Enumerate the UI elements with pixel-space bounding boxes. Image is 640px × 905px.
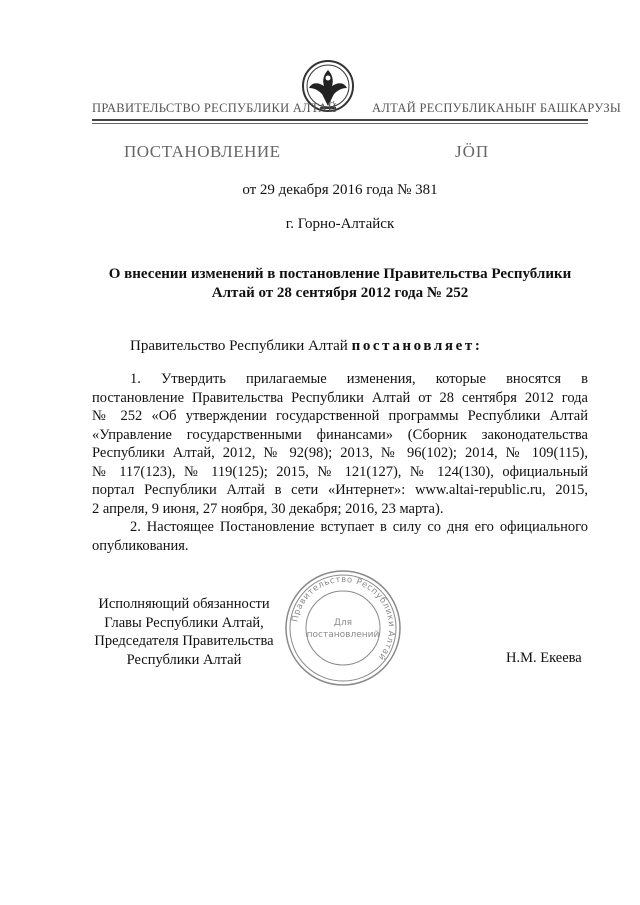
body-line: 2 апреля, 9 июня, 27 ноября, 30 декабря; 2016, 23 марта). bbox=[92, 500, 444, 517]
body-line: портал Республики Алтай в сети «Интернет»: www.altai-republic.ru, 2015, bbox=[92, 482, 588, 498]
body-line: 2. Настоящее Постановление вступает в силу со дня его официального bbox=[130, 519, 588, 535]
signatory-name: Н.М. Екеева bbox=[506, 650, 582, 666]
header-altai-government-name: АЛТАЙ РЕСПУБЛИКАНЫҤ БАШКАРУЗЫ bbox=[372, 101, 622, 115]
body-line: «Управление государственными финансами» (Сборник законодательства bbox=[92, 426, 588, 443]
official-stamp-icon bbox=[283, 568, 403, 688]
enact-verb: постановляет: bbox=[351, 338, 483, 354]
stamp-center-text: постановлений bbox=[306, 630, 380, 640]
body-line: опубликования. bbox=[92, 537, 189, 554]
signatory-position-line: Председателя Правительства bbox=[94, 633, 274, 649]
doc-type-ru: ПОСТАНОВЛЕНИЕ bbox=[124, 142, 281, 161]
document-title bbox=[92, 265, 588, 303]
body-line: № 252 «Об утверждении государственной программы Республики Алтай bbox=[92, 408, 588, 424]
body-line: Республики Алтай, 2012, № 92(98); 2013, № 96(102); 2014, № 109(115), bbox=[92, 445, 588, 461]
signatory-position-line: Главы Республики Алтай, bbox=[104, 614, 264, 631]
stamp-center-text: Для bbox=[333, 618, 353, 628]
doc-type-altai: ЈӦП bbox=[455, 142, 490, 161]
body-line: 1. Утвердить прилагаемые изменения, которые вносятся в bbox=[130, 371, 588, 387]
signatory-position bbox=[88, 595, 280, 669]
document-body bbox=[92, 370, 588, 555]
body-line: № 117(123), № 119(125); 2015, № 121(127), № 124(130), официальный bbox=[92, 463, 588, 480]
header-rule-thick bbox=[92, 119, 588, 121]
enact-subject: Правительство Республики Алтай bbox=[130, 338, 352, 354]
signatory-position-line: Исполняющий обязанности bbox=[98, 596, 270, 612]
header-ru-government-name: ПРАВИТЕЛЬСТВО РЕСПУБЛИКИ АЛТАЙ bbox=[92, 101, 337, 115]
body-line: постановление Правительства Республики Алтай от 28 сентября 2012 года bbox=[92, 389, 588, 406]
header-rule-thin bbox=[92, 123, 588, 124]
enact-line bbox=[130, 338, 482, 355]
stamp-ring-text: Правительство Республики Алтай bbox=[290, 574, 397, 663]
city-line: г. Горно-Алтайск bbox=[285, 216, 395, 232]
date-line: от 29 декабря 2016 года № 381 bbox=[242, 182, 438, 198]
title-line: Алтай от 28 сентября 2012 года № 252 bbox=[211, 285, 469, 301]
title-line: О внесении изменений в постановление Правительства Республики bbox=[108, 266, 572, 282]
signatory-position-line: Республики Алтай bbox=[126, 651, 242, 668]
